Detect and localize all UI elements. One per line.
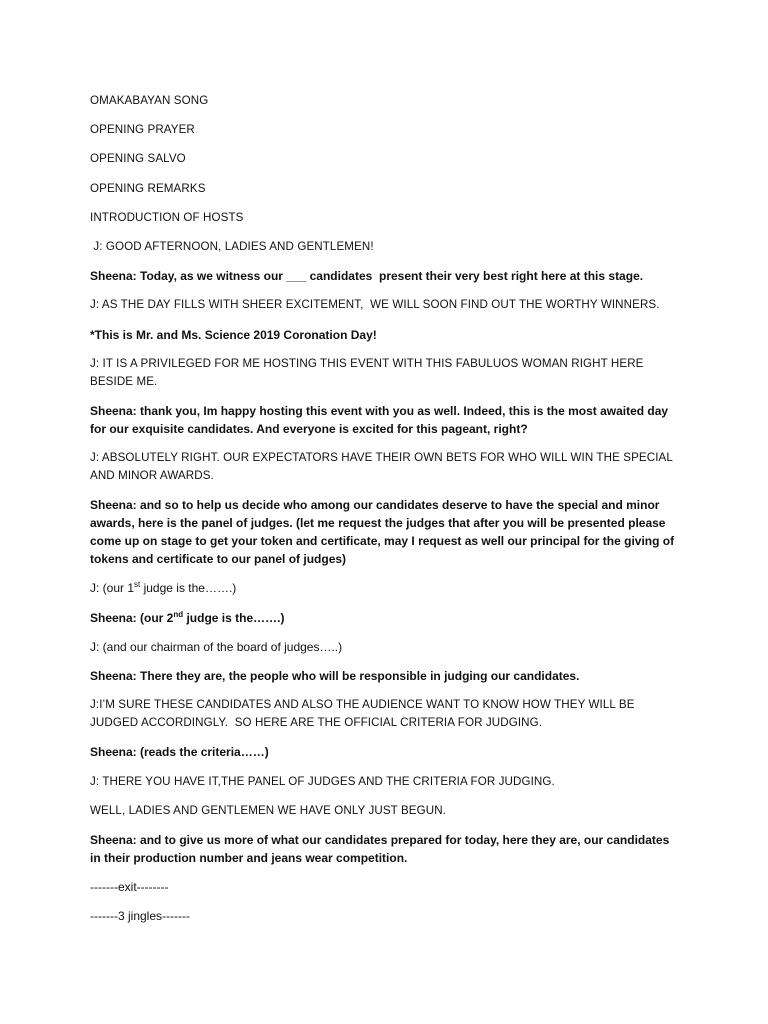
program-item-introduction-of-hosts: INTRODUCTION OF HOSTS [90, 210, 244, 224]
cue-exit: -------exit-------- [90, 880, 169, 895]
first-judge-text-after: judge is the…….) [140, 581, 237, 596]
first-judge-text-before: J: (our 1 [90, 581, 135, 596]
script-line-j-there-you-have-it: J: THERE YOU HAVE IT,THE PANEL OF JUDGES AND THE CRITERIA FOR JUDGING. [90, 774, 555, 788]
script-line-j-criteria: J:I’M SURE THESE CANDIDATES AND ALSO THE AUDIENCE WANT TO KNOW HOW THEY WILL BE JUDGED ACCORDINGLY. SO HERE ARE THE OFFICIAL CRITERIA FOR JUDGING. [90, 698, 638, 730]
script-line-sheena-reads-criteria: Sheena: (reads the criteria……) [90, 745, 269, 760]
script-line-j-privileged: J: IT IS A PRIVILEGED FOR ME HOSTING THIS EVENT WITH THIS FABULUOS WOMAN RIGHT HERE BESIDE ME. [90, 356, 644, 388]
second-judge-text-before: Sheena: (our 2 [90, 610, 174, 625]
program-item-opening-remarks: OPENING REMARKS [90, 181, 206, 195]
program-item-opening-prayer: OPENING PRAYER [90, 123, 195, 137]
script-line-sheena-witness: Sheena: Today, as we witness our ___ candidates present their very best right here at this stage. [90, 269, 644, 284]
script-line-just-begun: WELL, LADIES AND GENTLEMEN WE HAVE ONLY JUST BEGUN. [90, 803, 447, 817]
script-line-sheena-production-number: Sheena: and to give us more of what our candidates prepared for today, here they are, our candidates in their production number and jeans wear competition. [90, 832, 670, 865]
script-line-sheena-panel-of-judges: Sheena: and so to help us decide who among our candidates deserve to have the special and minor awards, here is the panel of judges. (let me request the judges that after you will be presented please come up on stage to get your token and certificate, may I request as well our principal for the giving of tokens and certificate to our panel of judges) [90, 498, 675, 567]
second-judge-text-after: judge is the…….) [183, 610, 285, 625]
script-line-j-excitement: J: AS THE DAY FILLS WITH SHEER EXCITEMENT, WE WILL SOON FIND OUT THE WORTHY WINNERS. [90, 298, 660, 312]
script-line-coronation-day: *This is Mr. and Ms. Science 2019 Coronation Day! [90, 327, 377, 342]
cue-3-jingles: -------3 jingles------- [90, 909, 190, 924]
script-line-sheena-there-they-are: Sheena: There they are, the people who will be responsible in judging our candidates. [90, 669, 580, 683]
script-line-j-greeting: J: GOOD AFTERNOON, LADIES AND GENTLEMEN! [90, 239, 374, 253]
script-line-sheena-second-judge [90, 609, 682, 627]
first-judge-superscript: st [134, 580, 141, 590]
program-item-opening-salvo: OPENING SALVO [90, 152, 186, 166]
document-page [90, 92, 682, 937]
script-line-sheena-thank-you: Sheena: thank you, Im happy hosting this event with you as well. Indeed, this is the most awaited day for our exquisite candidates. And everyone is excited for this pageant, right? [90, 403, 669, 436]
script-line-j-chairman: J: (and our chairman of the board of judges…..) [90, 639, 343, 654]
script-line-j-first-judge [90, 579, 682, 597]
program-item-omakabayan-song: OMAKABAYAN SONG [90, 94, 209, 107]
script-line-j-absolutely-right: J: ABSOLUTELY RIGHT. OUR EXPECTATORS HAVE THEIR OWN BETS FOR WHO WILL WIN THE SPECIAL AND MINOR AWARDS. [90, 451, 673, 483]
second-judge-superscript: nd [173, 609, 184, 619]
